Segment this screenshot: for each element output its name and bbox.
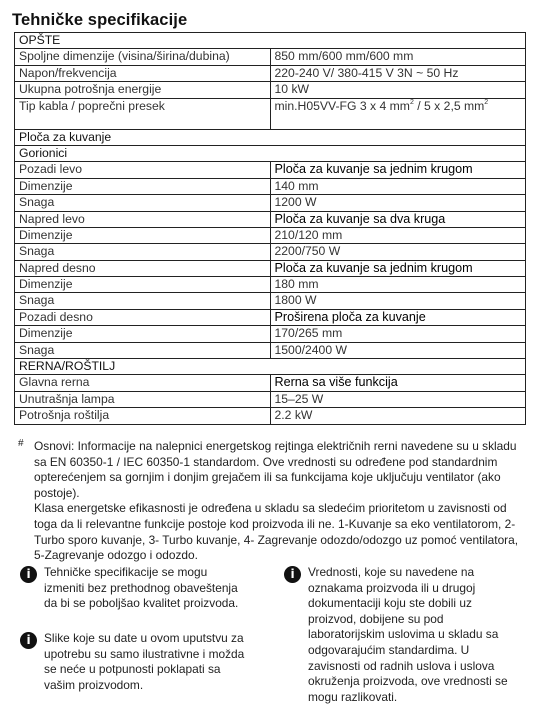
- burner-power: 1500/2400 W: [270, 342, 526, 358]
- table-row: [15, 342, 526, 358]
- info-icon: i: [20, 566, 37, 583]
- burner-power: 1200 W: [270, 195, 526, 211]
- note-text: Tehničke specifikacije se mogu izmeniti bez prethodnog obaveštenja da bi se poboljšao kvalitet proizvoda.: [44, 565, 239, 611]
- note-text: Vrednosti, koje su navedene na oznakama proizvoda ili u drugoj dokumentaciji koju ste dobili uz proizvod, dobijene su pod laboratorijskim uslovima u skladu sa odgovarajućim standardima. U zavisnosti od radnih uslova i uslova okruženja proizvoda, ove vrednosti se mogu razlikovati.: [308, 565, 508, 704]
- burner-power: 1800 W: [270, 293, 526, 309]
- table-row: [15, 391, 526, 407]
- section-header-general: OPŠTE: [15, 33, 526, 49]
- spec-value-cable: [270, 98, 526, 129]
- page-title: Tehničke specifikacije: [12, 11, 188, 29]
- footnote-marker: #: [18, 438, 24, 449]
- table-row: [15, 408, 526, 424]
- superscript: 2: [409, 98, 414, 106]
- section-general-row: [15, 33, 526, 49]
- section-hob-row: [15, 129, 526, 145]
- burner-dimension: 170/265 mm: [270, 326, 526, 342]
- spec-label: Snaga: [15, 244, 271, 260]
- info-icon: i: [284, 566, 301, 583]
- burner-dimension: 140 mm: [270, 178, 526, 194]
- burner-type: Proširena ploča za kuvanje: [270, 309, 526, 325]
- spec-label: Spoljne dimenzije (visina/širina/dubina): [15, 49, 271, 65]
- spec-label: Glavna rerna: [15, 375, 271, 391]
- spec-label: Dimenzije: [15, 277, 271, 293]
- spec-label: Potrošnja roštilja: [15, 408, 271, 424]
- note-specs-change: [20, 565, 250, 612]
- spec-label: Ukupna potrošnja energije: [15, 82, 271, 98]
- burner-position: Napred levo: [15, 211, 271, 227]
- burner-power: 2200/750 W: [270, 244, 526, 260]
- burner-position: Napred desno: [15, 260, 271, 276]
- burner-dimension: 210/120 mm: [270, 227, 526, 243]
- spec-label: Dimenzije: [15, 326, 271, 342]
- table-row: [15, 375, 526, 391]
- info-icon: i: [20, 632, 37, 649]
- superscript: 2: [484, 98, 489, 106]
- note-values: [284, 565, 510, 705]
- table-row: [15, 82, 526, 98]
- table-row: [15, 293, 526, 309]
- note-text: Slike koje su date u ovom uputstvu za upotrebu su samo ilustrativne i možda se neće u potpunosti poklapati sa vašim proizvodom.: [44, 631, 245, 692]
- burner-position: Pozadi desno: [15, 309, 271, 325]
- table-row: [15, 49, 526, 65]
- footnote: [20, 439, 525, 564]
- spec-label: Snaga: [15, 293, 271, 309]
- spec-label: Snaga: [15, 342, 271, 358]
- table-row: [15, 309, 526, 325]
- table-row: [15, 244, 526, 260]
- footnote-paragraph-2: Klasa energetske efikasnosti je određena u skladu sa sledećim prioritetom u zavisnosti od toga da li relevantne funkcije postoje kod proizvoda ili ne. 1-Kuvanje sa eko ventilatorom, 2- Turbo sporo kuvanje, 3- Turbo kuvanje, 4- Zagrevanje odozdo/odozgo uz pomoć ventilatora, 5-Zagrevanje odozgo i odozdo.: [34, 501, 519, 563]
- table-row: [15, 195, 526, 211]
- spec-value: 220-240 V/ 380-415 V 3N ~ 50 Hz: [270, 65, 526, 81]
- spec-value: 2.2 kW: [270, 408, 526, 424]
- burner-position: Pozadi levo: [15, 162, 271, 178]
- cable-value-part: / 5 x 2,5 mm: [413, 98, 485, 113]
- spec-label: Tip kabla / poprečni presek: [15, 98, 271, 129]
- spec-label: Napon/frekvencija: [15, 65, 271, 81]
- section-header-hob: Ploča za kuvanje: [15, 129, 526, 145]
- spec-value: 850 mm/600 mm/600 mm: [270, 49, 526, 65]
- table-row: [15, 277, 526, 293]
- section-burners-row: [15, 145, 526, 161]
- section-header-burners: Gorionici: [15, 145, 526, 161]
- spec-label: Snaga: [15, 195, 271, 211]
- burner-type: Ploča za kuvanje sa dva kruga: [270, 211, 526, 227]
- spec-value: Rerna sa više funkcija: [270, 375, 526, 391]
- footnote-paragraph-1: Osnovi: Informacije na nalepnici energetskog rejtinga električnih rerni navedene su u skladu sa EN 60350-1 / IEC 60350-1 standardom. Ove vrednosti su određene pod standardnim opterećenjem sa gornjim i donjim grejačem ili sa funkcijama koje uključuju ventilator (ako postoje).: [34, 439, 517, 500]
- table-row: [15, 65, 526, 81]
- cable-value-part: min.H05VV-FG 3 x 4 mm: [274, 98, 410, 113]
- table-row: [15, 98, 526, 129]
- spec-table: [14, 32, 526, 425]
- table-row: [15, 178, 526, 194]
- spec-value: 10 kW: [270, 82, 526, 98]
- table-row: [15, 326, 526, 342]
- burner-dimension: 180 mm: [270, 277, 526, 293]
- spec-label: Dimenzije: [15, 227, 271, 243]
- section-oven-row: [15, 359, 526, 375]
- section-header-oven: RERNA/ROŠTILJ: [15, 359, 526, 375]
- spec-label: Unutrašnja lampa: [15, 391, 271, 407]
- table-row: [15, 227, 526, 243]
- spec-value: 15–25 W: [270, 391, 526, 407]
- note-illustrations: [20, 631, 250, 693]
- table-row: [15, 211, 526, 227]
- table-row: [15, 162, 526, 178]
- table-row: [15, 260, 526, 276]
- burner-type: Ploča za kuvanje sa jednim krugom: [270, 162, 526, 178]
- spec-label: Dimenzije: [15, 178, 271, 194]
- burner-type: Ploča za kuvanje sa jednim krugom: [270, 260, 526, 276]
